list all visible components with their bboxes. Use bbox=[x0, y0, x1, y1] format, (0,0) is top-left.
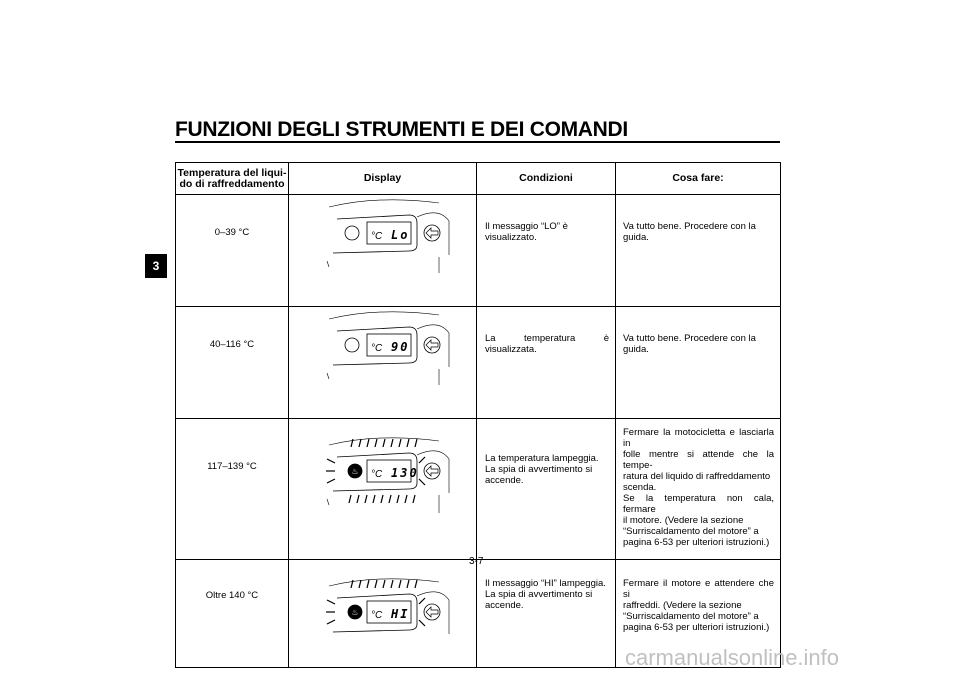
conditions-cell bbox=[477, 560, 616, 668]
action-line: il motore. (Vedere la sezione bbox=[623, 515, 744, 526]
action-line: ratura del liquido di raffreddamento bbox=[623, 471, 771, 482]
display-cell bbox=[289, 195, 477, 307]
arrow-left-icon bbox=[426, 466, 438, 476]
arrow-left-icon bbox=[426, 340, 438, 350]
action-line: Va tutto bene. Procedere con la bbox=[623, 333, 756, 344]
display-cell bbox=[289, 419, 477, 560]
action-line: pagina 6-53 per ulteriori istruzioni.) bbox=[623, 537, 770, 548]
header-action: Cosa fare: bbox=[616, 163, 781, 195]
chapter-tab-label: 3 bbox=[152, 259, 160, 273]
action-line: “Surriscaldamento del motore” a bbox=[623, 611, 759, 622]
lcd-unit: °C bbox=[371, 469, 383, 480]
header-conditions: Condizioni bbox=[477, 163, 616, 195]
conditions-line: Il messaggio “HI” lampeggia. bbox=[485, 578, 606, 589]
lcd-readout: 130 bbox=[391, 466, 419, 480]
conditions-line: La spia di avvertimento si bbox=[485, 464, 593, 475]
lcd-unit: °C bbox=[371, 610, 383, 621]
conditions-cell bbox=[477, 195, 616, 307]
temperature-range: Oltre 140 °C bbox=[176, 560, 289, 668]
display-cell bbox=[289, 307, 477, 419]
header-temperature: Temperatura del liqui- do di raffreddamento bbox=[176, 163, 289, 195]
thermometer-icon: ♨ bbox=[351, 608, 359, 617]
page-number: 3-7 bbox=[469, 556, 484, 567]
chapter-tab bbox=[145, 254, 167, 278]
action-line: pagina 6-53 per ulteriori istruzioni.) bbox=[623, 622, 770, 633]
lcd-readout: 90 bbox=[391, 340, 410, 354]
lcd-unit: °C bbox=[371, 231, 383, 242]
conditions-cell bbox=[477, 419, 616, 560]
meter-display-illustration bbox=[289, 307, 477, 385]
table-header-row bbox=[176, 163, 781, 195]
header-display: Display bbox=[289, 163, 477, 195]
indicator-light-icon bbox=[345, 226, 359, 240]
action-line: “Surriscaldamento del motore” a bbox=[623, 526, 759, 537]
flashing-rays bbox=[326, 580, 425, 636]
table-row bbox=[176, 195, 781, 307]
action-line: guida. bbox=[623, 232, 649, 243]
lcd-readout: HI bbox=[391, 607, 410, 621]
action-line: scenda. bbox=[623, 482, 657, 493]
indicator-light-icon bbox=[345, 338, 359, 352]
action-line: guida. bbox=[623, 344, 649, 355]
display-cell bbox=[289, 560, 477, 668]
conditions-line: accende. bbox=[485, 475, 524, 486]
conditions-line: accende. bbox=[485, 600, 524, 611]
page-title: FUNZIONI DEGLI STRUMENTI E DEI COMANDI bbox=[175, 118, 628, 141]
meter-display-illustration bbox=[289, 560, 477, 636]
temperature-range: 0–39 °C bbox=[176, 195, 289, 307]
temperature-range: 40–116 °C bbox=[176, 307, 289, 419]
watermark: carmanualsonline.info bbox=[625, 645, 840, 670]
lcd-readout: Lo bbox=[391, 228, 410, 242]
meter-display-illustration bbox=[289, 419, 477, 516]
action-line: raffreddi. (Vedere la sezione bbox=[623, 600, 742, 611]
table-row bbox=[176, 307, 781, 419]
conditions-line: visualizzato. bbox=[485, 232, 537, 243]
thermometer-icon: ♨ bbox=[351, 467, 359, 476]
conditions-line: Il messaggio “LO” è bbox=[485, 221, 568, 232]
action-cell bbox=[616, 419, 781, 560]
action-line: Se la temperatura non cala, fermare bbox=[623, 493, 774, 515]
action-line: folle mentre si attende che la tempe- bbox=[623, 449, 774, 471]
conditions-line: La temperatura lampeggia. bbox=[485, 453, 599, 464]
arrow-left-icon bbox=[426, 228, 438, 238]
conditions-line: La temperatura è visualizzata. bbox=[485, 333, 609, 355]
action-cell bbox=[616, 307, 781, 419]
conditions-cell bbox=[477, 307, 616, 419]
coolant-temperature-table bbox=[175, 162, 781, 668]
lcd-unit: °C bbox=[371, 343, 383, 354]
action-line: Fermare il motore e attendere che si bbox=[623, 578, 774, 600]
temperature-range: 117–139 °C bbox=[176, 419, 289, 560]
action-line: Fermare la motocicletta e lasciarla in bbox=[623, 427, 774, 449]
conditions-line: La spia di avvertimento si bbox=[485, 589, 593, 600]
action-line: Va tutto bene. Procedere con la bbox=[623, 221, 756, 232]
meter-display-illustration bbox=[289, 195, 477, 273]
table-row bbox=[176, 419, 781, 560]
title-rule bbox=[175, 141, 780, 143]
action-cell bbox=[616, 195, 781, 307]
arrow-left-icon bbox=[426, 607, 438, 617]
